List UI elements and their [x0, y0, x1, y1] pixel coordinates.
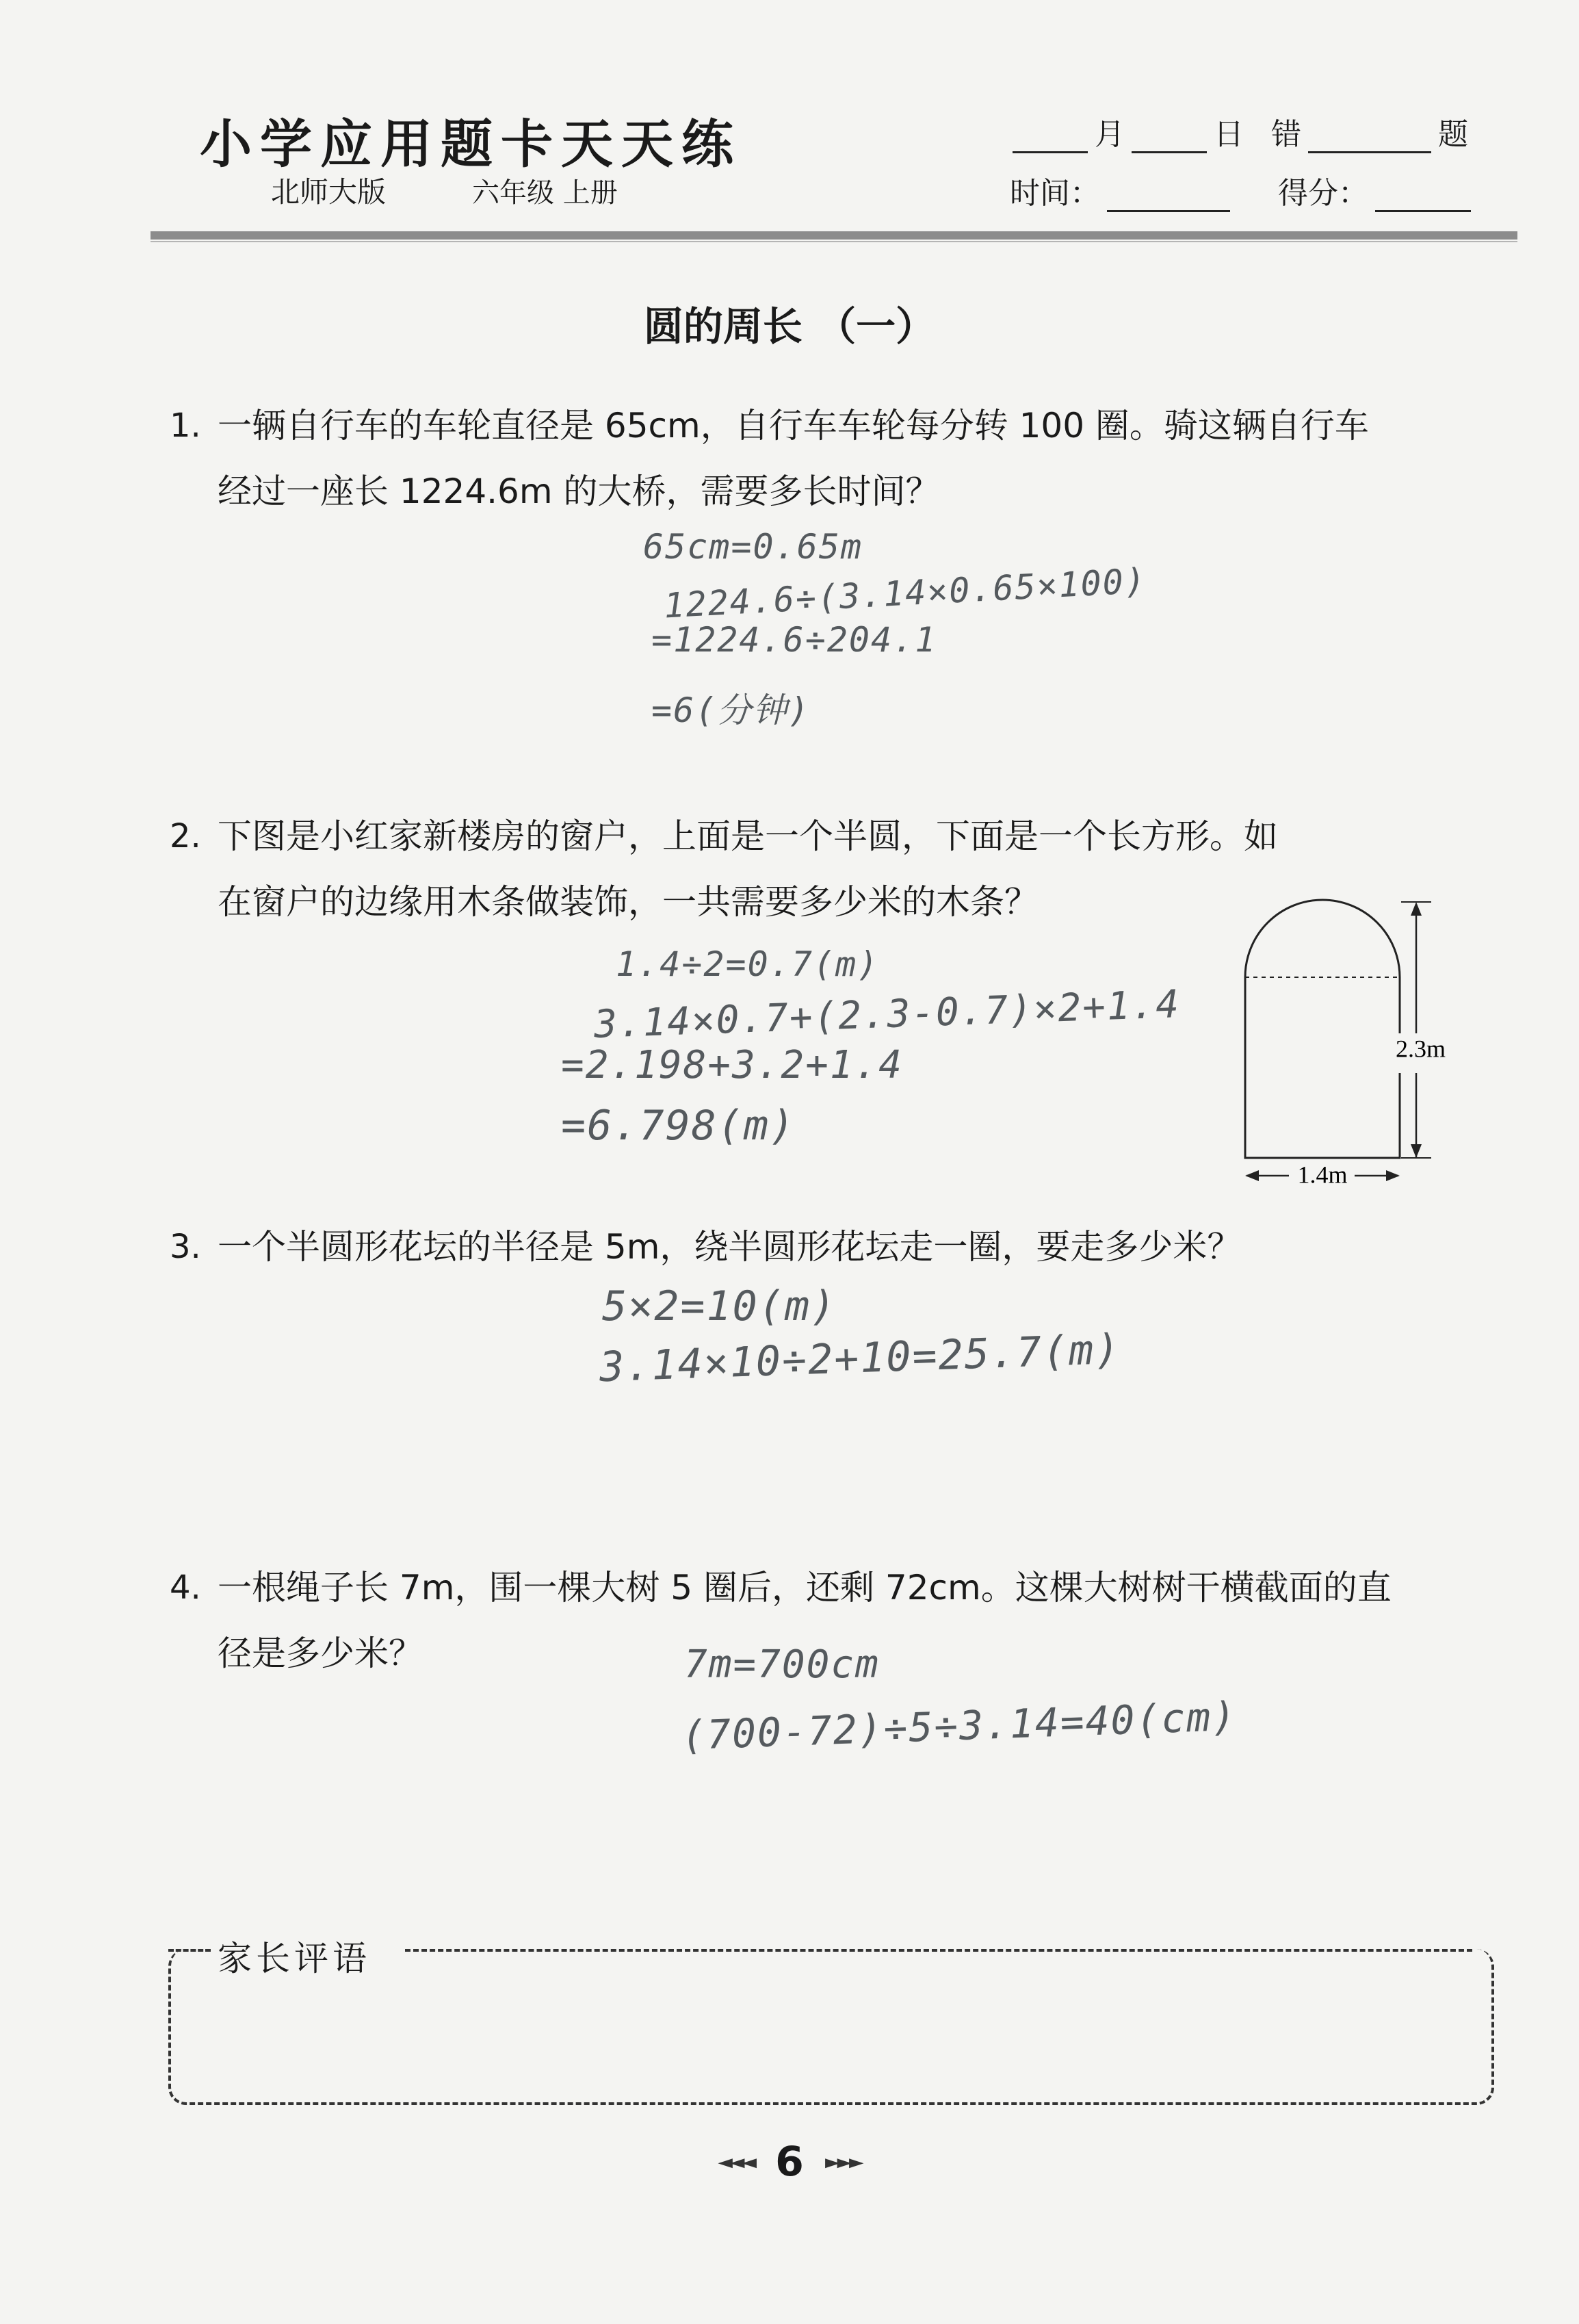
- date-fields: [1006, 109, 1468, 153]
- book-brand-title: 小学应用题卡天天练: [200, 114, 742, 175]
- header-rule-thin: [151, 241, 1517, 242]
- problem-number: 4.: [170, 1568, 201, 1607]
- wrong-label: 错: [1271, 117, 1301, 152]
- arrow-left-icon: [1245, 1170, 1259, 1181]
- question-label: 题: [1438, 117, 1468, 152]
- edition-label: 北师大版: [271, 175, 387, 209]
- parent-comment-label: 家长评语: [218, 1939, 371, 1978]
- window-outline: [1245, 900, 1400, 1158]
- problem-1: [0, 393, 1579, 530]
- score-label: 得分：: [1278, 176, 1368, 211]
- problem-3: [0, 1214, 1579, 1282]
- problem-text-line: 下图是小红家新楼房的窗户，上面是一个半圆，下面是一个长方形。如: [218, 816, 1278, 856]
- window-figure: [1231, 890, 1491, 1204]
- handwritten-answer-line: 1.4÷2=0.7(m): [616, 944, 880, 984]
- arrow-right-icon: ►►►: [824, 2150, 861, 2173]
- arrow-up-icon: [1411, 902, 1422, 916]
- problem-text-line: 经过一座长 1224.6m 的大桥，需要多长时间？: [218, 472, 940, 511]
- height-label: 2.3m: [1396, 1035, 1446, 1063]
- score-blank[interactable]: [1375, 180, 1471, 212]
- lesson-title: 圆的周长 （一）: [643, 303, 936, 350]
- grade-label: 六年级 上册: [472, 177, 618, 209]
- header-rule: [151, 231, 1517, 240]
- problem-text-line: 径是多少米？: [218, 1634, 423, 1673]
- handwritten-answer-line: 5×2=10(m): [602, 1282, 837, 1330]
- arrow-down-icon: [1411, 1144, 1422, 1158]
- handwritten-answer-line: 65cm=0.65m: [643, 527, 863, 567]
- handwritten-answer-line: 7m=700cm: [684, 1642, 880, 1687]
- handwritten-answer-line: =2.198+3.2+1.4: [561, 1043, 904, 1087]
- handwritten-answer-line: 3.14×0.7+(2.3-0.7)×2+1.4: [593, 982, 1182, 1047]
- month-blank[interactable]: [1013, 121, 1088, 153]
- width-label: 1.4m: [1297, 1161, 1348, 1189]
- handwritten-answer-line: =6.798(m): [561, 1102, 796, 1150]
- time-score-fields: [1010, 168, 1478, 212]
- handwritten-answer-line: (700-72)÷5÷3.14=40(cm): [681, 1692, 1238, 1759]
- time-blank[interactable]: [1107, 180, 1230, 212]
- wrong-count-blank[interactable]: [1308, 121, 1431, 153]
- day-blank[interactable]: [1132, 121, 1207, 153]
- problem-number: 2.: [170, 817, 201, 855]
- handwritten-answer-line: =1224.6÷204.1: [651, 620, 937, 660]
- problem-text-line: 一根绳子长 7m，围一棵大树 5 圈后，还剩 72cm。这棵大树树干横截面的直: [218, 1568, 1392, 1608]
- month-label: 月: [1095, 117, 1125, 152]
- page-number-footer: [0, 2138, 1579, 2186]
- arrow-right-icon: [1386, 1170, 1400, 1181]
- problem-text-line: 一辆自行车的车轮直径是 65cm，自行车车轮每分转 100 圈。骑这辆自行车: [218, 406, 1369, 446]
- day-label: 日: [1214, 117, 1244, 152]
- handwritten-answer-line: 1224.6÷(3.14×0.65×100): [662, 560, 1148, 626]
- page-number: 6: [775, 2138, 804, 2186]
- problem-number: 1.: [170, 406, 201, 445]
- handwritten-answer-line: 3.14×10÷2+10=25.7(m): [599, 1325, 1122, 1392]
- problem-number: 3.: [170, 1228, 201, 1266]
- arrow-left-icon: ◄◄◄: [718, 2150, 755, 2173]
- problem-text-line: 在窗户的边缘用木条做装饰，一共需要多少米的木条？: [218, 882, 1039, 922]
- time-label: 时间：: [1010, 176, 1100, 211]
- handwritten-answer-line: =6(分钟): [651, 690, 811, 730]
- problem-text-line: 一个半圆形花坛的半径是 5m，绕半圆形花坛走一圈，要走多少米？: [218, 1227, 1242, 1267]
